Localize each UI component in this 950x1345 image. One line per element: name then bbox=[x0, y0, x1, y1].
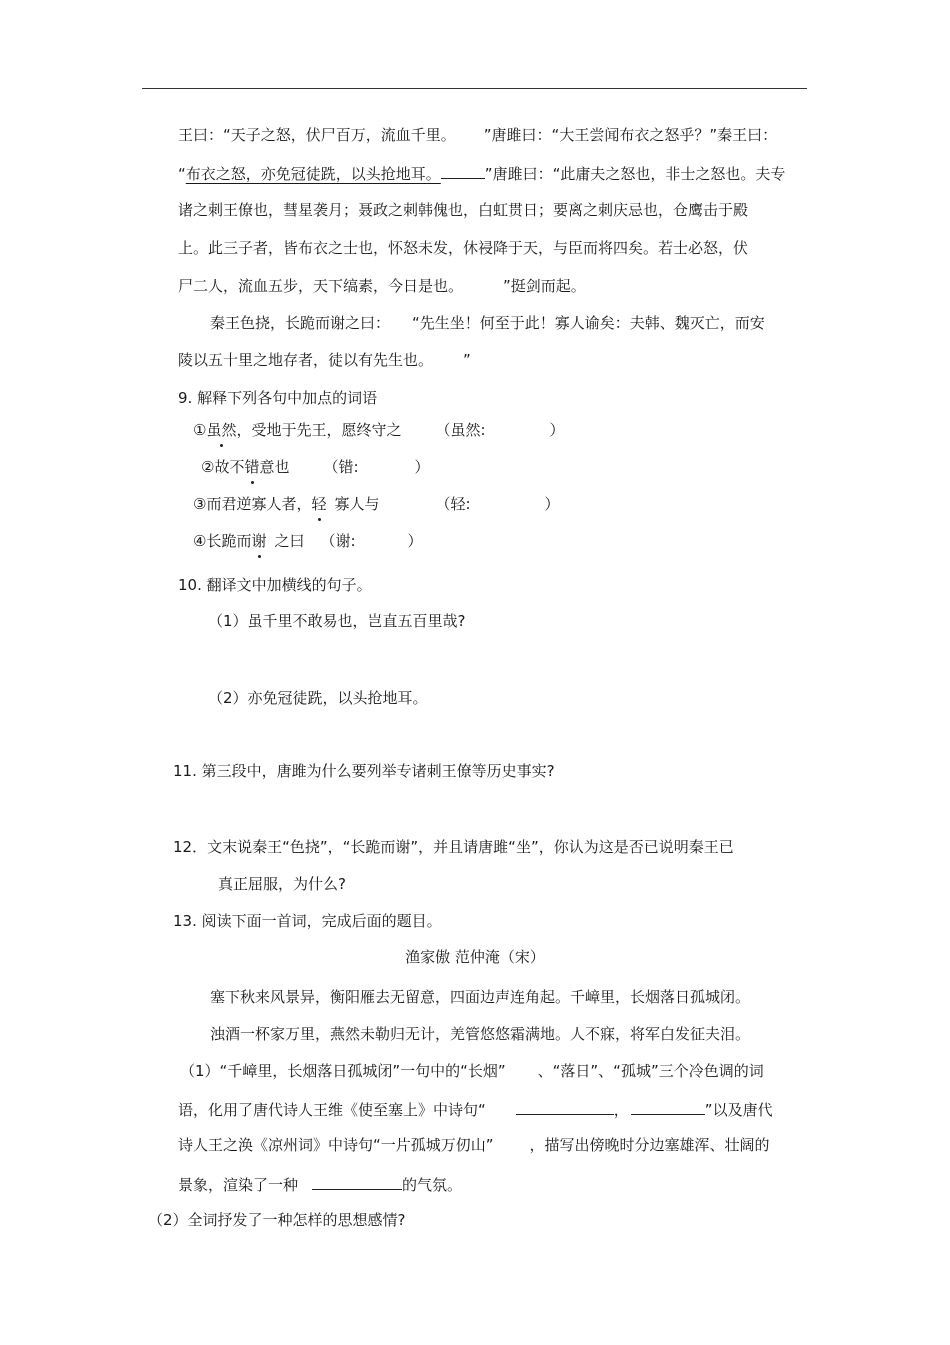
passage-line-4: 上。此三子者，皆布衣之士也，怀怒未发，休祲降于天，与臣而将四矣。若士必怒，伏 bbox=[178, 239, 749, 257]
passage-text: 陵以五十里之地存者，徒以有先生也。 bbox=[178, 351, 434, 369]
question-12-continuation: 真正屈服，为什么? bbox=[218, 875, 346, 893]
dotted-word: 错 bbox=[244, 458, 260, 476]
item-text: ②故不 bbox=[201, 458, 245, 476]
q13-part1-line1 bbox=[180, 1061, 764, 1081]
q13-text: 、“落日”、“孤城”三个冷色调的词 bbox=[537, 1062, 764, 1080]
item-text: ，受地于先王，愿终守之 bbox=[236, 421, 402, 439]
question-10-title: 10. 翻译文中加横线的句子。 bbox=[178, 576, 372, 594]
q13-part2: （2）全词抒发了一种怎样的思想感情? bbox=[148, 1211, 406, 1229]
answer-blank-3[interactable] bbox=[312, 1173, 402, 1190]
item-text: ③而君逆寡人者， bbox=[193, 495, 312, 513]
passage-text: 王曰：“天子之怒，伏尸百万，流血千里。 bbox=[178, 126, 456, 144]
q13-part1-line4 bbox=[178, 1173, 462, 1195]
underlined-sentence: 布衣之怒，亦免冠徒跣，以头抢地耳。 bbox=[185, 165, 441, 183]
answer-label: （虽然: bbox=[435, 421, 486, 439]
q13-text: 诗人王之涣《凉州词》中诗句“一片孤城万仞山” bbox=[178, 1136, 494, 1154]
answer-blank-1[interactable] bbox=[516, 1098, 614, 1115]
q13-text: ”以及唐代 bbox=[704, 1101, 773, 1119]
passage-text: ”挺剑而起。 bbox=[503, 277, 586, 295]
q13-text: ，描写出傍晚时分边塞雄浑、壮阔的 bbox=[529, 1136, 770, 1154]
passage-text: “ bbox=[178, 165, 186, 183]
question-11-title: 11. 第三段中，唐雎为什么要列举专诸刺王僚等历史事实? bbox=[173, 762, 555, 780]
passage-line-3: 诸之刺王僚也，彗星袭月；聂政之刺韩傀也，白虹贯日；要离之刺庆忌也，仓鹰击于殿 bbox=[178, 201, 749, 219]
dotted-word: 虽然 bbox=[206, 421, 237, 439]
q13-text: ， bbox=[613, 1101, 629, 1119]
answer-close: ） bbox=[544, 495, 560, 513]
passage-line-7 bbox=[178, 350, 471, 370]
answer-label: （轻: bbox=[435, 495, 471, 513]
q13-text: 的气氛。 bbox=[402, 1176, 463, 1194]
answer-close: ） bbox=[407, 532, 423, 550]
passage-text: 尸二人，流血五步，天下缟素，今日是也。 bbox=[178, 277, 464, 295]
item-text: ④长跪而 bbox=[193, 532, 252, 550]
item-number: ① bbox=[193, 421, 207, 439]
answer-close: ） bbox=[549, 421, 565, 439]
passage-line-2 bbox=[178, 162, 785, 184]
passage-line-1 bbox=[178, 125, 777, 145]
answer-blank-2[interactable] bbox=[631, 1098, 705, 1115]
poem-title: 渔家傲 范仲淹（宋） bbox=[405, 948, 545, 966]
poem-line-1: 塞下秋来风景异，衡阳雁去无留意，四面边声连角起。千嶂里，长烟落日孤城闭。 bbox=[210, 988, 751, 1006]
q9-item-3 bbox=[193, 494, 560, 514]
q13-text: 语，化用了唐代诗人王维《使至塞上》中诗句“ bbox=[178, 1101, 486, 1119]
item-text: 之曰 bbox=[274, 532, 305, 550]
passage-text: ”唐雎曰：“大王尝闻布衣之怒乎？”秦王曰： bbox=[483, 126, 778, 144]
question-12-title: 12．文末说秦王“色挠”，“长跪而谢”，并且请唐雎“坐”，你认为这是否已说明秦王已 bbox=[173, 838, 734, 856]
question-13-title: 13. 阅读下面一首词，完成后面的题目。 bbox=[173, 912, 442, 930]
header-rule bbox=[142, 88, 807, 89]
passage-text: ” bbox=[463, 351, 471, 369]
item-text: 意也 bbox=[259, 458, 290, 476]
answer-close: ） bbox=[414, 458, 430, 476]
q9-item-1 bbox=[193, 420, 565, 440]
passage-text: ”唐雎曰：“此庸夫之怒也，非士之怒也。夫专 bbox=[484, 165, 786, 183]
q10-sentence-1: （1）虽千里不敢易也，岂直五百里哉? bbox=[208, 612, 466, 630]
passage-line-6 bbox=[210, 313, 765, 333]
passage-text: “先生坐！何至于此！寡人谕矣：夫韩、魏灭亡，而安 bbox=[412, 314, 765, 332]
item-text: 寡人与 bbox=[334, 495, 380, 513]
q13-text: 景象，渲染了一种 bbox=[178, 1176, 299, 1194]
question-9-title: 9. 解释下列各句中加点的词语 bbox=[178, 389, 378, 407]
answer-label: （错: bbox=[323, 458, 359, 476]
dotted-word: 轻 bbox=[311, 495, 327, 513]
q9-item-4 bbox=[193, 531, 423, 551]
q10-sentence-2: （2）亦免冠徒跣，以头抢地耳。 bbox=[208, 689, 428, 707]
poem-line-2: 浊酒一杯家万里，燕然未勒归无计，羌管悠悠霜满地。人不寐，将军白发征夫泪。 bbox=[210, 1025, 751, 1043]
passage-text: 秦王色挠，长跪而谢之曰： bbox=[210, 314, 391, 332]
q13-text: （1）“千嶂里，长烟落日孤城闭”一句中的“长烟” bbox=[180, 1062, 506, 1080]
dotted-word: 谢 bbox=[251, 532, 267, 550]
q13-part1-line2 bbox=[178, 1098, 773, 1120]
answer-label: （谢: bbox=[320, 532, 356, 550]
q9-item-2 bbox=[201, 457, 430, 477]
passage-line-5 bbox=[178, 276, 586, 296]
q13-part1-line3 bbox=[178, 1135, 770, 1155]
